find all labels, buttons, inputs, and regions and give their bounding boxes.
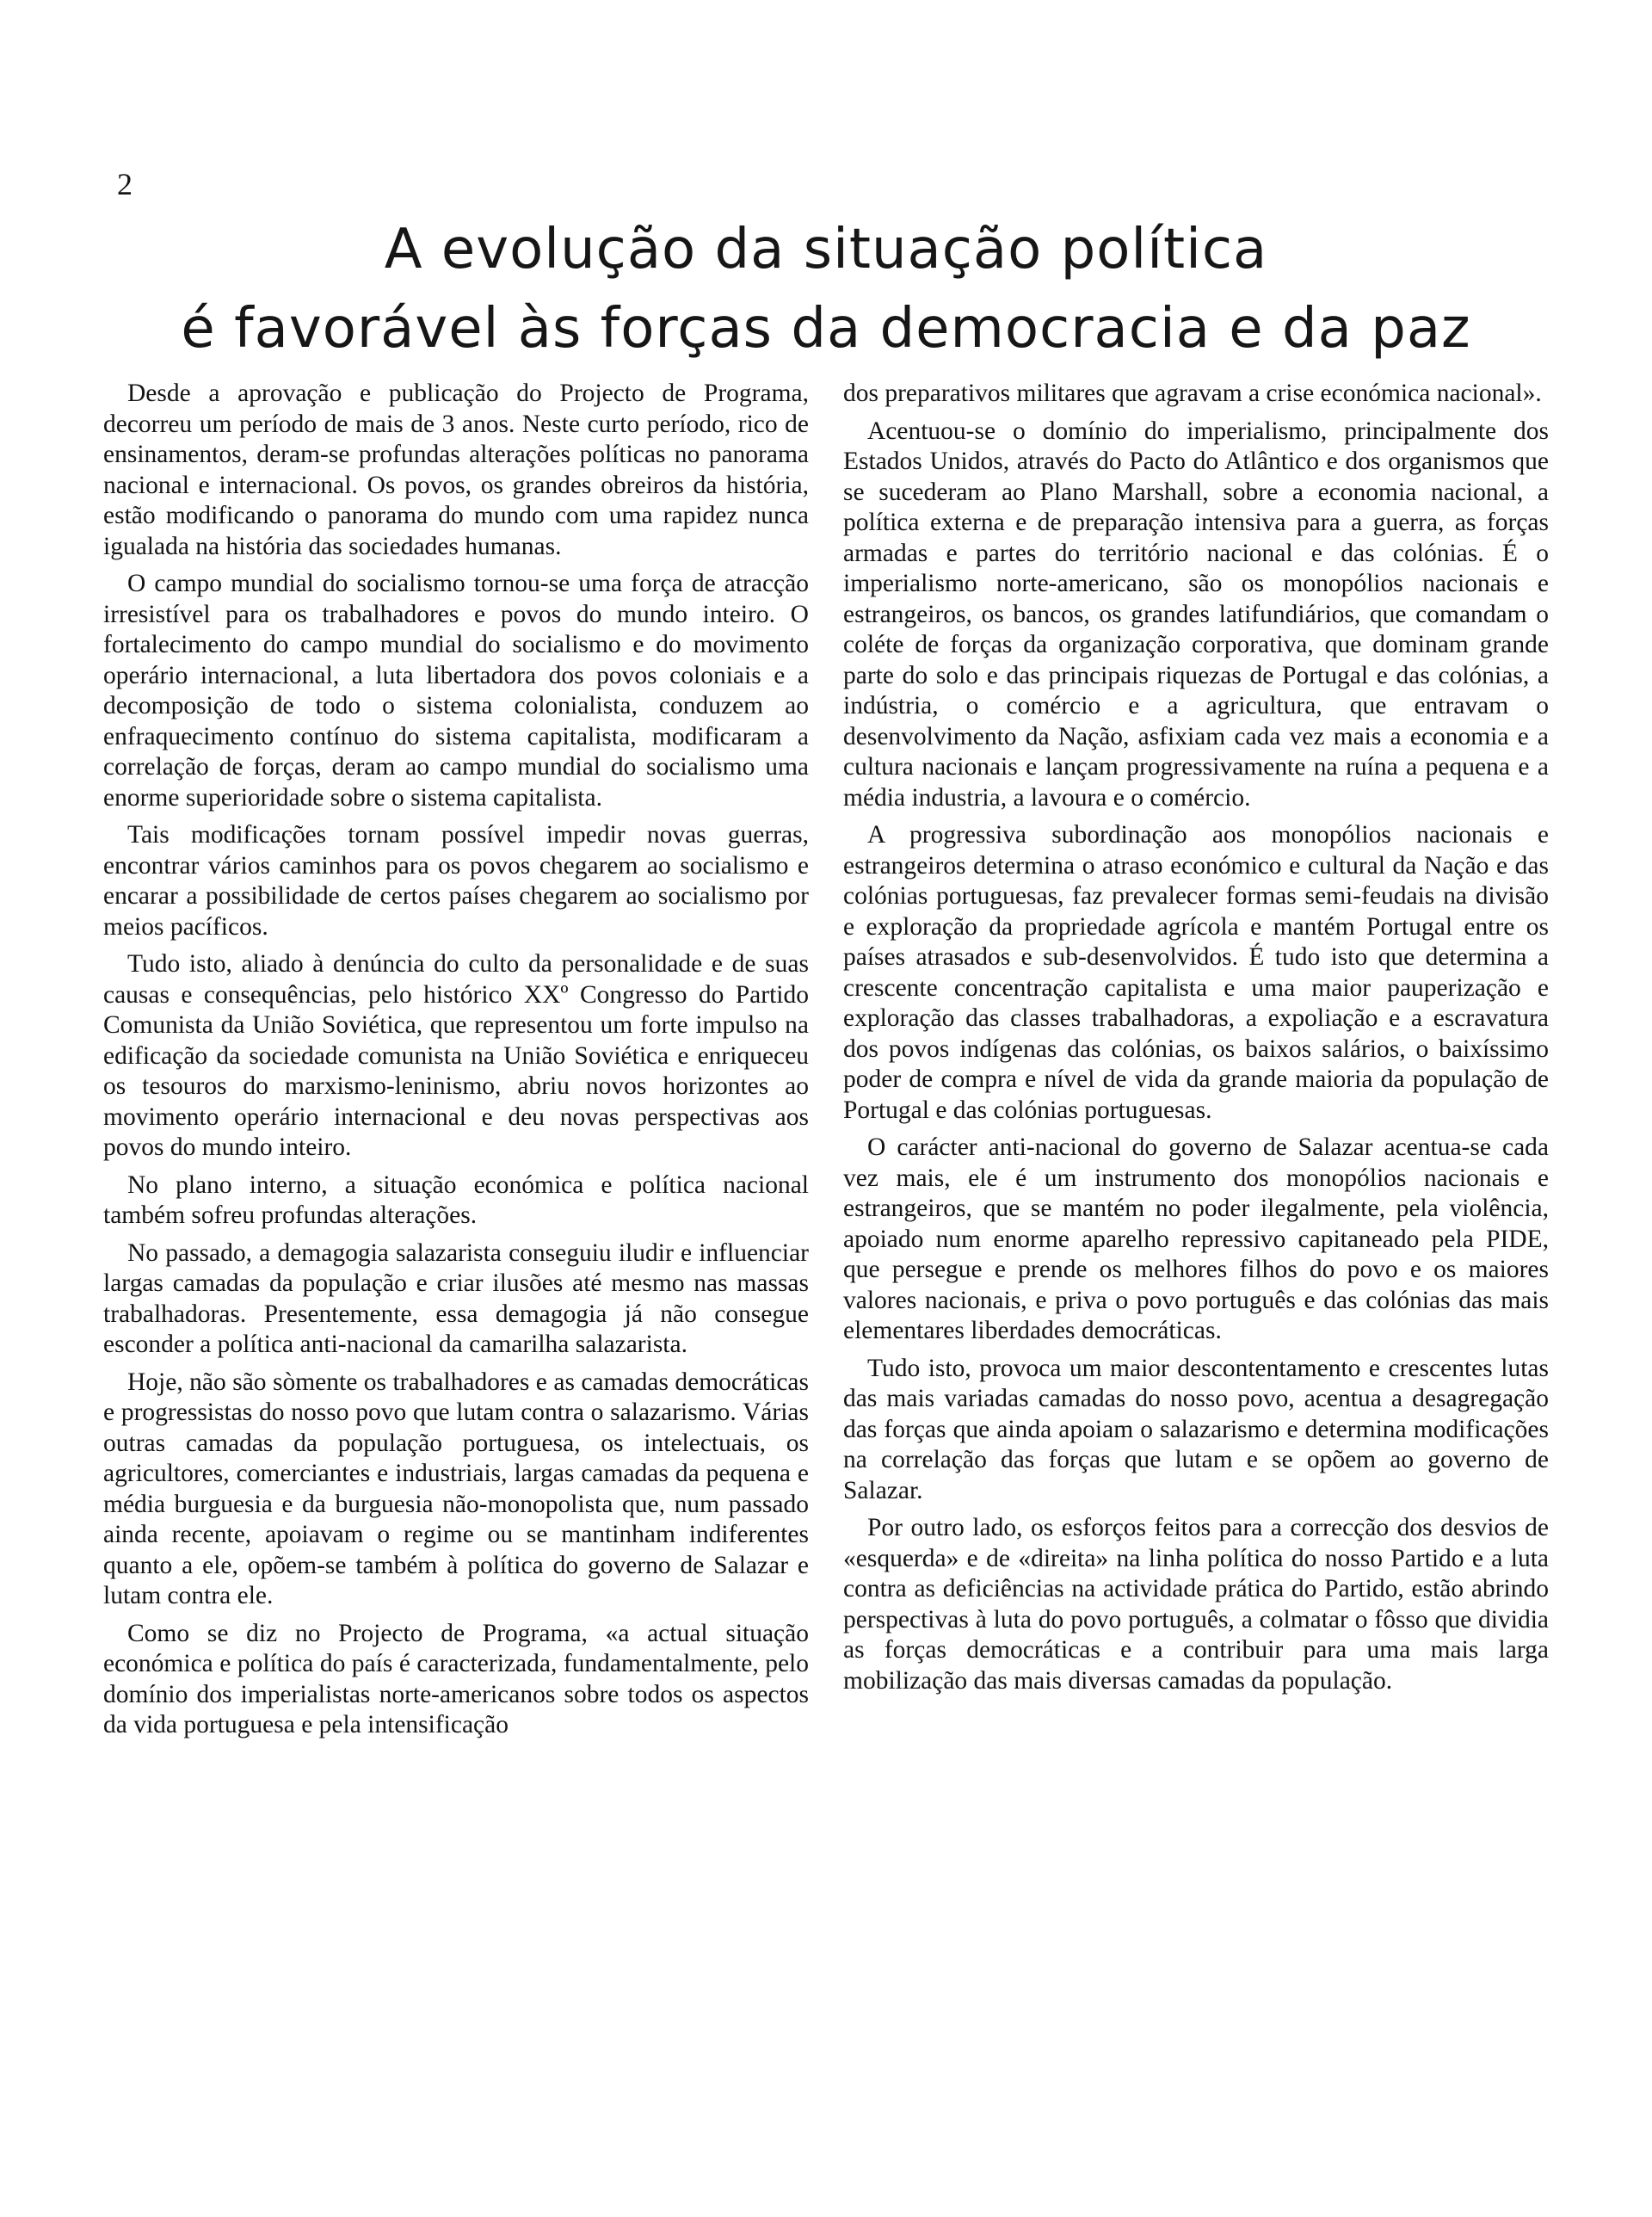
paragraph: Como se diz no Projecto de Programa, «a actual situação económica e política do país é caracterizada, fundamentalmente, pelo domínio dos imperialistas norte-americanos sobre todos os aspectos da vida portuguesa e pela intensificação (103, 1619, 809, 1738)
page-number: 2 (117, 167, 133, 201)
paragraph: Desde a aprovação e publicação do Projecto de Programa, decorreu um período de mais de 3 anos. Neste curto período, rico de ensinamentos, deram-se profundas alterações políticas no panorama nacional e internacional. Os povos, os grandes obreiros da história, estão modificando o panorama do mundo com uma rapidez nunca igualada na história das sociedades humanas. (103, 380, 809, 560)
paragraph: No plano interno, a situação económica e política nacional também sofreu profundas alterações. (103, 1170, 809, 1229)
article-body (103, 379, 1549, 1748)
paragraph: Tudo isto, provoca um maior descontentamento e crescentes lutas das mais variadas camadas do nosso povo, acentua a desagregação das forças que ainda apoiam o salazarismo e determina modificações na correlação das forças que lutam e se opõem ao governo de Salazar. (843, 1354, 1549, 1504)
paragraph: A progressiva subordinação aos monopólios nacionais e estrangeiros determina o atraso económico e cultural da Nação e das colónias portuguesas, faz prevalecer formas semi-feudais na divisão e exploração da propriedade agrícola e mantém Portugal entre os países atrasados e sub-desenvolvidos. É tudo isto que determina a crescente concentração capitalista e uma maior pauperização e exploração das classes trabalhadoras, a expoliação e a escravatura dos povos indígenas das colónias, os baixos salários, o baixíssimo poder de compra e nível de vida da grande maioria da população de Portugal e das colónias portuguesas. (843, 821, 1549, 1124)
paragraph: Por outro lado, os esforços feitos para a correcção dos desvios de «esquerda» e de «direita» na linha política do nosso Partido e a luta contra as deficiências na actividade prática do Partido, estão abrindo perspectivas à luta do povo português, a colmatar o fôsso que dividia as forças democráticas e a contribuir para uma mais larga mobilização das mais diversas camadas da população. (843, 1514, 1549, 1695)
title-line-1: A evolução da situação política (384, 218, 1268, 281)
paragraph-continued: dos preparativos militares que agravam a crise económica nacional». (843, 380, 1542, 407)
right-column (843, 379, 1549, 1748)
paragraph: O campo mundial do socialismo tornou-se uma força de atracção irresistível para os trabalhadores e povos do mundo inteiro. O fortalecimento do campo mundial do socialismo e do movimento operário internacional, a luta libertadora dos povos coloniais e a decomposição de todo o sistema colonialista, conduzem ao enfraquecimento contínuo do sistema capitalista, modificaram a correlação de forças, deram ao campo mundial do socialismo uma enorme superioridade sobre o sistema capitalista. (103, 570, 809, 812)
paragraph: No passado, a demagogia salazarista conseguiu iludir e influenciar largas camadas da população e criar ilusões até mesmo nas massas trabalhadoras. Presentemente, essa demagogia já não consegue esconder a política anti-nacional da camarilha salazarista. (103, 1238, 809, 1358)
paragraph: Tais modificações tornam possível impedir novas guerras, encontrar vários caminhos para os povos chegarem ao socialismo e encarar a possibilidade de certos países chegarem ao socialismo por meios pacíficos. (103, 821, 809, 941)
paragraph: O carácter anti-nacional do governo de Salazar acentua-se cada vez mais, ele é um instrumento dos monopólios nacionais e estrangeiros, que se mantém no poder ilegalmente, pela violência, apoiado num enorme aparelho repressivo capitaneado pela PIDE, que persegue e prende os melhores filhos do povo e os maiores valores nacionais, e priva o povo português e das colónias das mais elementares liberdades democráticas. (843, 1133, 1549, 1344)
left-column (103, 379, 809, 1748)
paragraph: Hoje, não são sòmente os trabalhadores e as camadas democráticas e progressistas do nosso povo que lutam contra o salazarismo. Várias outras camadas da população portuguesa, os intelectuais, os agricultores, comerciantes e industriais, largas camadas da pequena e média burguesia e da burguesia não-monopolista que, num passado ainda recente, apoiavam o regime ou se mantinham indiferentes quanto a ele, opõem-se também à política do governo de Salazar e lutam contra ele. (103, 1368, 809, 1609)
paragraph: Acentuou-se o domínio do imperialismo, principalmente dos Estados Unidos, através do Pacto do Atlântico e dos organismos que se sucederam ao Plano Marshall, sobre a economia nacional, a política externa e de preparação intensiva para a guerra, as forças armadas e partes do território nacional e das colónias. É o imperialismo norte-americano, são os monopólios nacionais e estrangeiros, os bancos, os grandes latifundiários, que comandam o coléte de forças da organização corporativa, que dominam grande parte do solo e das principais riquezas de Portugal e das colónias, a indústria, o comércio e a agricultura, que entravam o desenvolvimento da Nação, asfixiam cada vez mais a economia e a cultura nacionais e lançam progressivamente na ruína a pequena e a média industria, a lavoura e o comércio. (843, 417, 1549, 812)
article-title (120, 210, 1532, 368)
title-line-2: é favorável às forças da democracia e da paz (181, 297, 1471, 361)
paragraph: Tudo isto, aliado à denúncia do culto da personalidade e de suas causas e consequências, pelo histórico XXº Congresso do Partido Comunista da União Soviética, que representou um forte impulso na edificação da sociedade comunista na União Soviética e enriqueceu os tesouros do marxismo-leninismo, abriu novos horizontes ao movimento operário internacional e deu novas perspectivas aos povos do mundo inteiro. (103, 950, 809, 1161)
